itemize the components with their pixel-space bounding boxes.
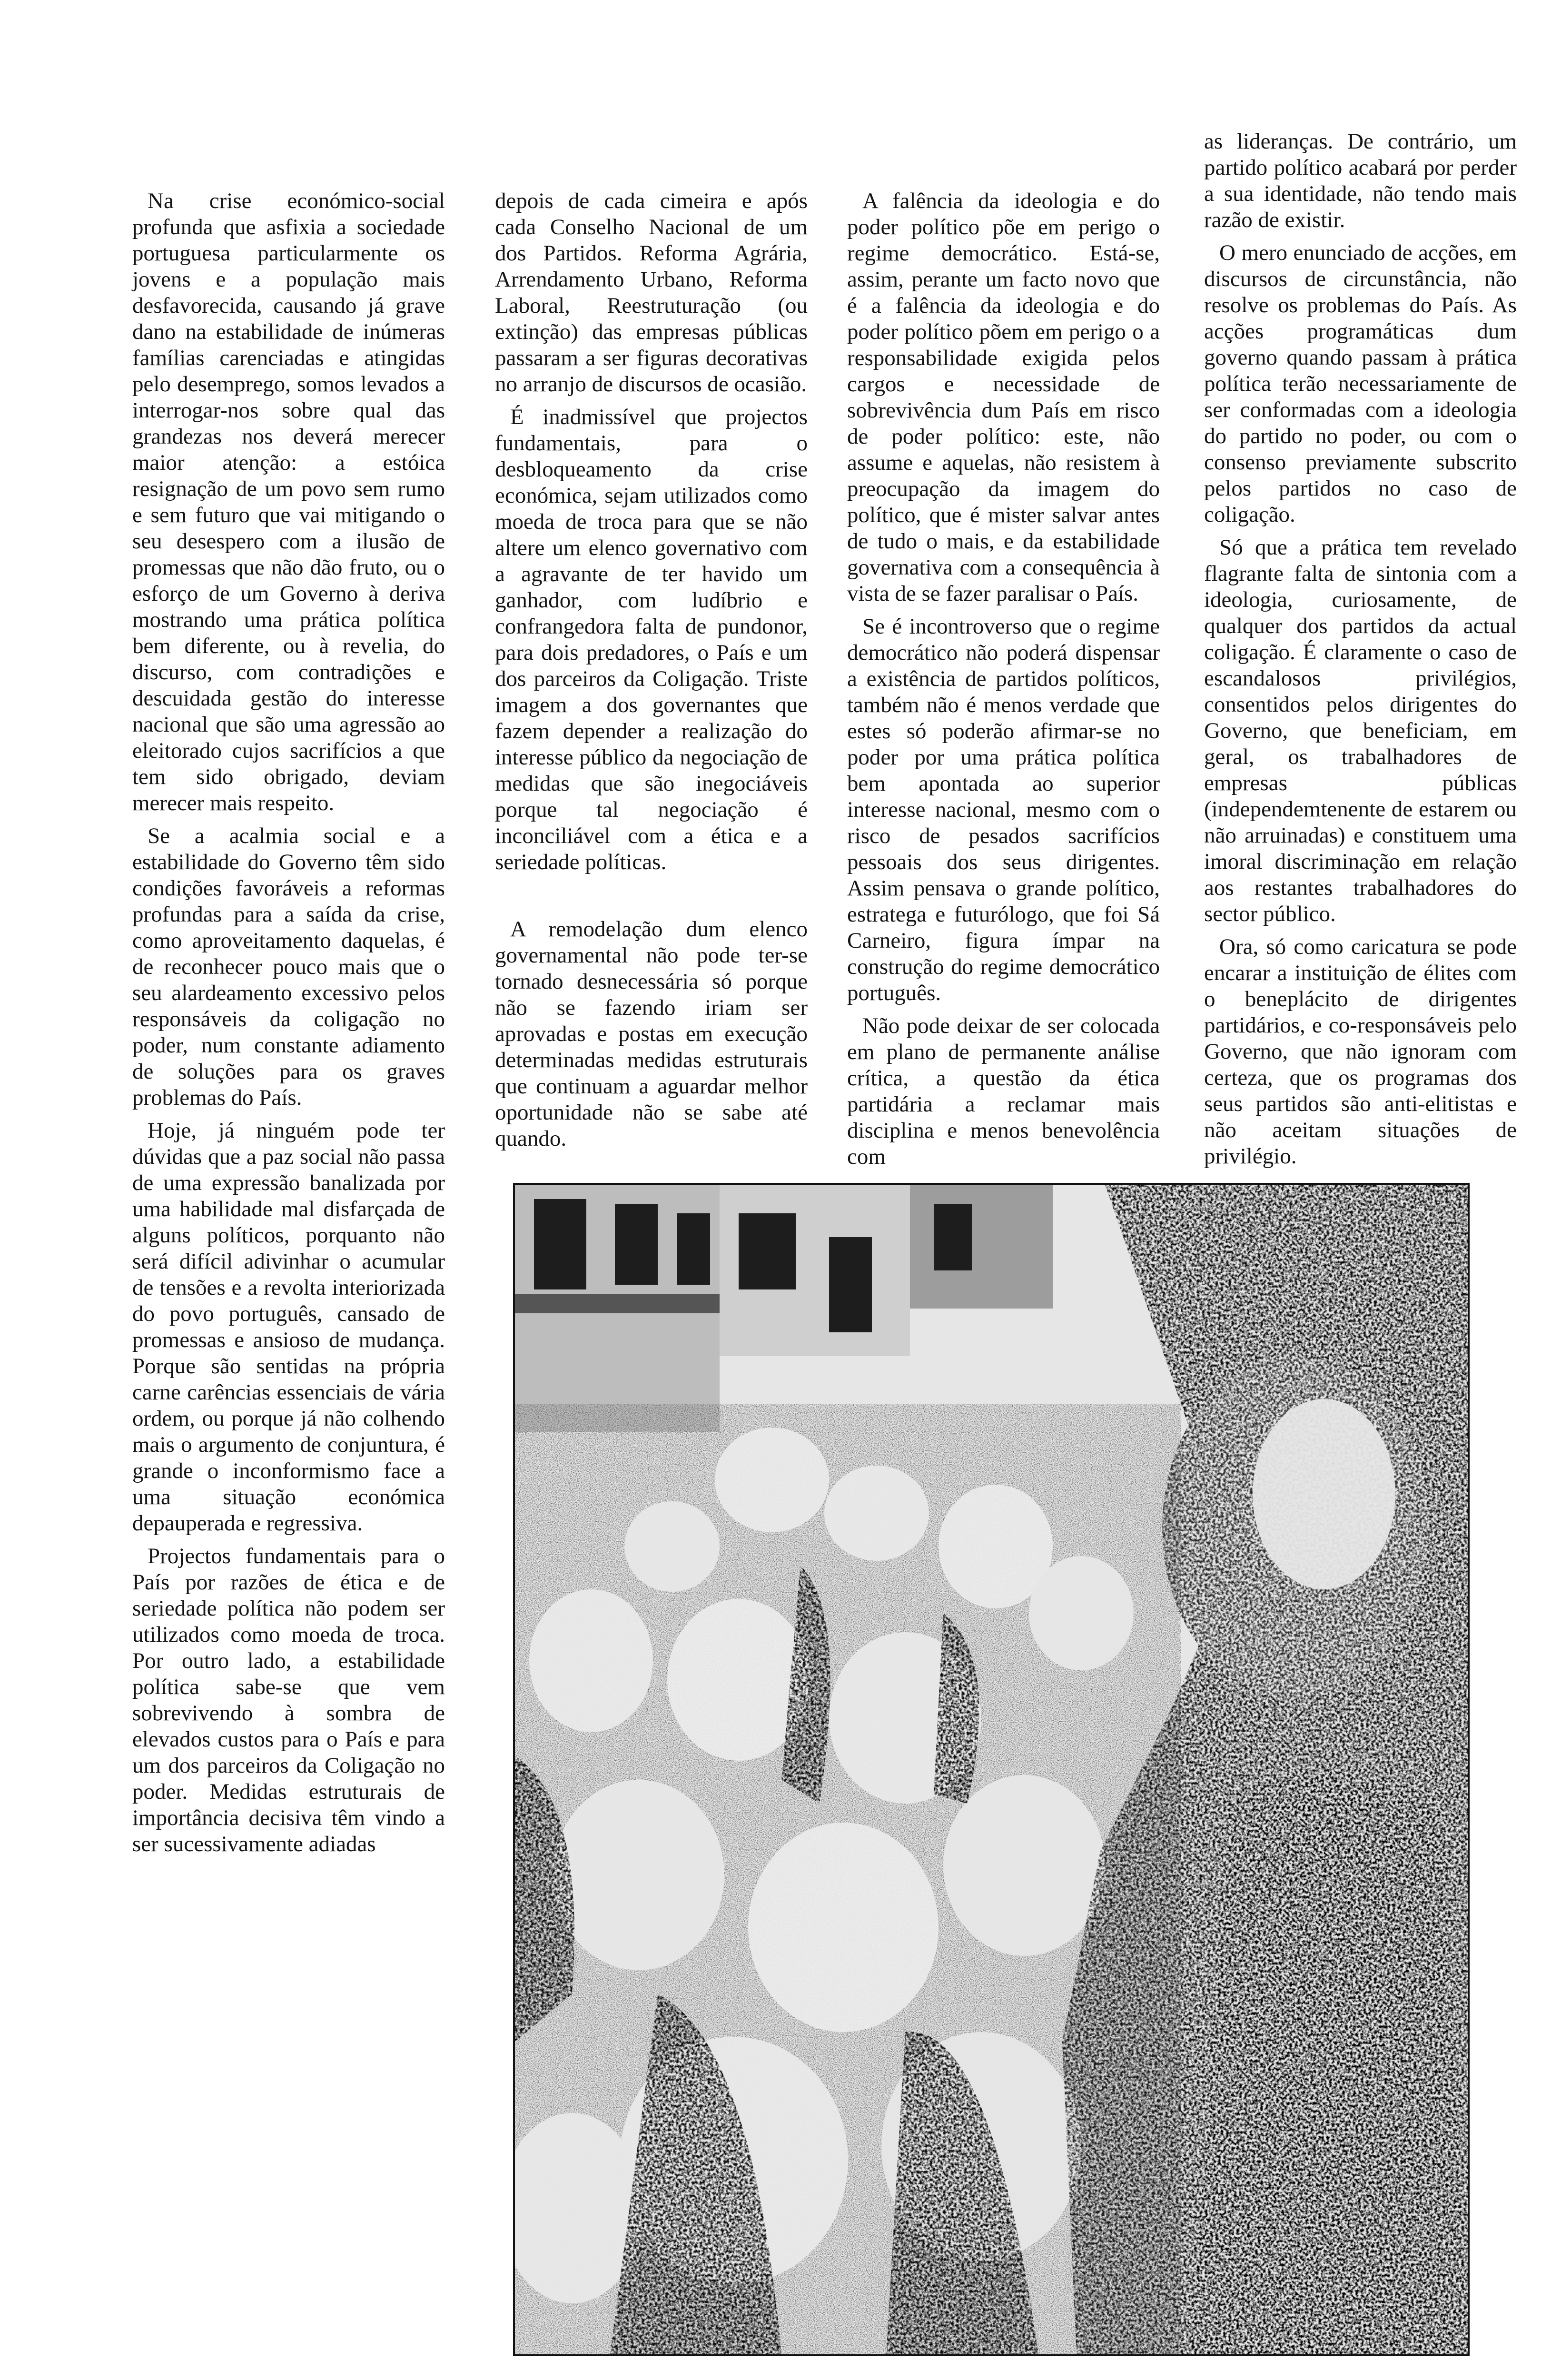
article-column-1 [132, 188, 445, 1857]
paragraph: Ora, só como caricatura se pode encarar a instituição de élites com o beneplácito de dirigentes partidários, e co-responsáveis pelo Governo, que não ignoram com certeza, que os programas dos seus partidos são anti-elitistas e não aceitam situações de privilégio. [1204, 934, 1517, 1169]
news-photograph [513, 1183, 1470, 2356]
photo-crowd-scene [515, 1185, 1468, 2354]
paragraph: Hoje, já ninguém pode ter dúvidas que a paz social não passa de uma expressão banalizada por uma habilidade mal disfarçada de alguns políticos, porquanto não será difícil adivinhar o acumular de tensões e a revolta interiorizada do povo português, cansado de promessas e ansioso de mudança. Porque são sentidas na própria carne carências essenciais de vária ordem, ou porque já não colhendo mais o argumento de conjuntura, é grande o inconformismo face a uma situação económica depauperada e regressiva. [132, 1118, 445, 1536]
paragraph: Não pode deixar de ser colocada em plano de permanente análise crítica, a questão da ética partidária a reclamar mais disciplina e menos benevolência com [847, 1013, 1160, 1169]
paragraph: Se a acalmia social e a estabilidade do Governo têm sido condições favoráveis a reformas profundas para a saída da crise, como aproveitamento daquelas, é de reconhecer pouco mais que o seu alardeamento excessivo pelos responsáveis da coligação no poder, num constante adiamento de soluções para os graves problemas do País. [132, 823, 445, 1110]
paragraph: depois de cada cimeira e após cada Conselho Nacional de um dos Partidos. Reforma Agrária, Arrendamento Urbano, Reforma Laboral, Reestruturação (ou extinção) das empresas públicas passaram a ser figuras decorativas no arranjo de discursos de ocasião. [495, 188, 808, 397]
paragraph: Só que a prática tem revelado flagrante falta de sintonia com a ideologia, curiosamente, de qualquer dos partidos da actual coligação. É claramente o caso de escandalosos privilégios, consentidos pelos dirigentes do Governo, que beneficiam, em geral, os trabalhadores de empresas públicas (independemtenente de estarem ou não arruinadas) e constituem uma imoral discriminação em relação aos restantes trabalhadores do sector público. [1204, 535, 1517, 926]
article-column-3 [847, 188, 1160, 1170]
paragraph: Projectos fundamentais para o País por razões de ética e de seriedade política não podem ser utilizados como moeda de troca. Por outro lado, a estabilidade política sabe-se que vem sobrevivendo à sombra de elevados custos para o País e para um dos parceiros da Coligação no poder. Medidas estruturais de importância decisiva têm vindo a ser sucessivamente adiadas [132, 1544, 445, 1856]
photo-crowd [515, 1404, 1181, 2354]
paragraph: as lideranças. De contrário, um partido político acabará por perder a sua identidade, não tendo mais razão de existir. [1204, 129, 1517, 232]
article-column-2 [495, 188, 808, 1152]
paragraph: Na crise económico-social profunda que asfixia a sociedade portuguesa particularmente os jovens e a população mais desfavorecida, causando já grave dano na estabilidade de inúmeras famílias carenciadas e atingidas pelo desemprego, somos levados a interrogar-nos sobre qual das grandezas nos deverá merecer maior atenção: a estóica resignação de um povo sem rumo e sem futuro que vai mitigando o seu desespero com a ilusão de promessas que não dão fruto, ou o esforço de um Governo à deriva mostrando uma prática política bem diferente, ou à revelia, do discurso, com contradições e descuidada gestão do interesse nacional que são uma agressão ao eleitorado cujos sacrifícios a que tem sido obrigado, deviam merecer mais respeito. [132, 188, 445, 815]
article-column-4 [1204, 129, 1517, 1170]
paragraph: O mero enunciado de acções, em discursos de circunstância, não resolve os problemas do País. As acções programáticas dum governo quando passam à prática política terão necessariamente de ser conformadas com a ideologia do partido no poder, ou com o consenso previamente subscrito pelos partidos no caso de coligação. [1204, 240, 1517, 527]
paragraph: A falência da ideologia e do poder político põe em perigo o regime democrático. Está-se, assim, perante um facto novo que é a falência da ideologia e do poder político põem em perigo o a responsabilidade exigida pelos cargos e necessidade de sobrevivência dum País em risco de poder político: este, não assume e aquelas, não resistem à preocupação da imagem do político, que é mister salvar antes de tudo o mais, e da estabilidade governativa com a consequência à vista de se fazer paralisar o País. [847, 188, 1160, 606]
paragraph: A remodelação dum elenco governamental não pode ter-se tornado desnecessária só porque não se fazendo iriam ser aprovadas e postas em execução determinadas medidas estruturais que continuam a aguardar melhor oportunidade não se sabe até quando. [495, 917, 808, 1151]
paragraph: Se é incontroverso que o regime democrático não poderá dispensar a existência de partidos políticos, também não é menos verdade que estes só poderão afirmar-se no poder por uma prática política bem apontada ao superior interesse nacional, mesmo com o risco de pesados sacrifícios pessoais dos seus dirigentes. Assim pensava o grande político, estratega e futurólogo, que foi Sá Carneiro, figura ímpar na construção do regime democrático português. [847, 614, 1160, 1005]
paragraph: É inadmissível que projectos fundamentais, para o desbloqueamento da crise económica, sejam utilizados como moeda de troca para que se não altere um elenco governativo com a agravante de ter havido um ganhador, com ludíbrio e confrangedora falta de pundonor, para dois predadores, o País e um dos parceiros da Coligação. Triste imagem a dos governantes que fazem depender a realização do interesse público da negociação de medidas que são inegociáveis porque tal negociação é inconciliável com a ética e a seriedade políticas. [495, 405, 808, 874]
